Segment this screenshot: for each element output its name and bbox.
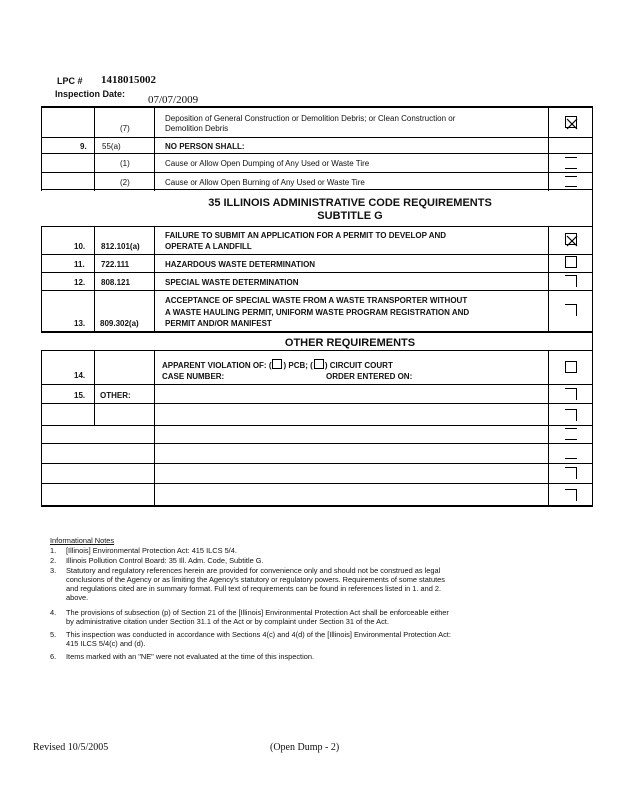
checkbox-empty[interactable] <box>565 361 577 373</box>
checkbox-empty[interactable] <box>565 256 577 268</box>
check-line[interactable] <box>565 458 577 459</box>
row-section: 809.302(a) <box>100 319 139 328</box>
checkbox-checked[interactable] <box>565 233 577 245</box>
circuit-court-checkbox[interactable] <box>314 359 324 369</box>
row-number: 15. <box>74 391 86 400</box>
row-number: 14. <box>74 371 86 380</box>
apparent-violation-line: APPARENT VIOLATION OF: ( ) PCB; ( ) CIRCUIT COURT <box>162 361 393 370</box>
row-text: NO PERSON SHALL: <box>165 142 245 151</box>
checkbox-checked[interactable] <box>565 116 577 128</box>
checkbox-bracket[interactable] <box>565 467 577 479</box>
case-number-label: CASE NUMBER: <box>162 372 225 381</box>
row-section: 55(a) <box>102 142 121 151</box>
circuit-court-label: CIRCUIT COURT <box>329 361 393 370</box>
note-item: 2. Illinois Pollution Control Board: 35 Ill. Adm. Code, Subtitle G. <box>50 556 264 565</box>
row-text: SPECIAL WASTE DETERMINATION <box>165 278 299 287</box>
row-section: 812.101(a) <box>101 242 140 251</box>
row-number: 9. <box>80 142 87 151</box>
other-label: OTHER: <box>100 391 131 400</box>
lpc-label: LPC # <box>57 76 83 86</box>
row-subsection: (7) <box>120 124 130 133</box>
row-text: HAZARDOUS WASTE DETERMINATION <box>165 260 316 269</box>
row-text: OPERATE A LANDFILL <box>165 242 252 251</box>
checkbox-bracket[interactable] <box>565 275 577 287</box>
pcb-label: PCB; <box>288 361 308 370</box>
row-text: Demolition Debris <box>165 124 229 133</box>
inspection-date: 07/07/2009 <box>148 94 199 106</box>
lpc-number: 1418015002 <box>101 74 156 86</box>
row-text: PERMIT AND/OR MANIFEST <box>165 319 272 328</box>
row-text: Cause or Allow Open Dumping of Any Used or Waste Tire <box>165 159 370 168</box>
section-title-other: OTHER REQUIREMENTS <box>284 337 416 349</box>
note-item: 5. This inspection was conducted in accordance with Sections 4(c) and 4(d) of the [Illinois] Environmental Protection Act: 415 ILCS 5/4(c) and (d). <box>50 630 451 648</box>
check-line[interactable] <box>565 157 577 158</box>
check-line[interactable] <box>565 176 577 177</box>
checkbox-bracket[interactable] <box>565 304 577 316</box>
row-subsection: (1) <box>120 159 130 168</box>
check-line[interactable] <box>565 428 577 429</box>
row-text: FAILURE TO SUBMIT AN APPLICATION FOR A PERMIT TO DEVELOP AND <box>165 231 447 240</box>
page-label: (Open Dump - 2) <box>270 742 340 753</box>
row-section: 722.111 <box>101 260 130 269</box>
row-number: 13. <box>74 319 86 328</box>
section-subtitle-g: SUBTITLE G <box>317 210 383 222</box>
checkbox-bracket[interactable] <box>565 388 577 400</box>
x-mark-icon <box>566 118 578 130</box>
row-number: 12. <box>74 278 86 287</box>
check-line[interactable] <box>565 168 577 169</box>
check-line[interactable] <box>565 186 577 187</box>
note-item: 1. [Illinois] Environmental Protection Act: 415 ILCS 5/4. <box>50 546 237 555</box>
checkbox-bracket[interactable] <box>565 489 577 501</box>
revised-date: Revised 10/5/2005 <box>33 742 109 753</box>
notes-heading: Informational Notes <box>50 536 115 545</box>
x-mark-icon <box>566 235 578 247</box>
check-line[interactable] <box>565 439 577 440</box>
row-number: 11. <box>74 260 85 269</box>
checkbox-bracket[interactable] <box>565 409 577 421</box>
order-entered-label: ORDER ENTERED ON: <box>326 372 413 381</box>
note-item: 4. The provisions of subsection (p) of Section 21 of the [Illinois] Environmental Protection Act shall be enforceable either by administrative citation under Section 31.1 of the Act or by complaint under Section 31 of the Act. <box>50 608 449 626</box>
row-text: A WASTE HAULING PERMIT, UNIFORM WASTE PROGRAM REGISTRATION AND <box>165 308 470 317</box>
row-text: ACCEPTANCE OF SPECIAL WASTE FROM A WASTE TRANSPORTER WITHOUT <box>165 296 468 305</box>
inspection-date-label: Inspection Date: <box>55 89 126 99</box>
note-item: 6. Items marked with an "NE" were not evaluated at the time of this inspection. <box>50 652 315 661</box>
pcb-checkbox[interactable] <box>272 359 282 369</box>
row-text: Cause or Allow Open Burning of Any Used or Waste Tire <box>165 178 365 187</box>
row-text: Deposition of General Construction or Demolition Debris; or Clean Construction or <box>165 114 456 123</box>
section-title-35-iac: 35 ILLINOIS ADMINISTRATIVE CODE REQUIREMENTS <box>208 197 492 209</box>
note-item: 3. Statutory and regulatory references herein are provided for convenience only and should not be construed as legal conclusions of the Agency or as limiting the Agency's statutory or regulatory powers. Requirements of some statutes and regulations cited are in summary format. Full text of requirements can be found in references listed in 1. and 2. above. <box>50 566 445 602</box>
row-subsection: (2) <box>120 178 130 187</box>
row-section: 808.121 <box>101 278 130 287</box>
row-number: 10. <box>74 242 86 251</box>
apparent-violation-label: APPARENT VIOLATION OF: <box>162 361 267 370</box>
